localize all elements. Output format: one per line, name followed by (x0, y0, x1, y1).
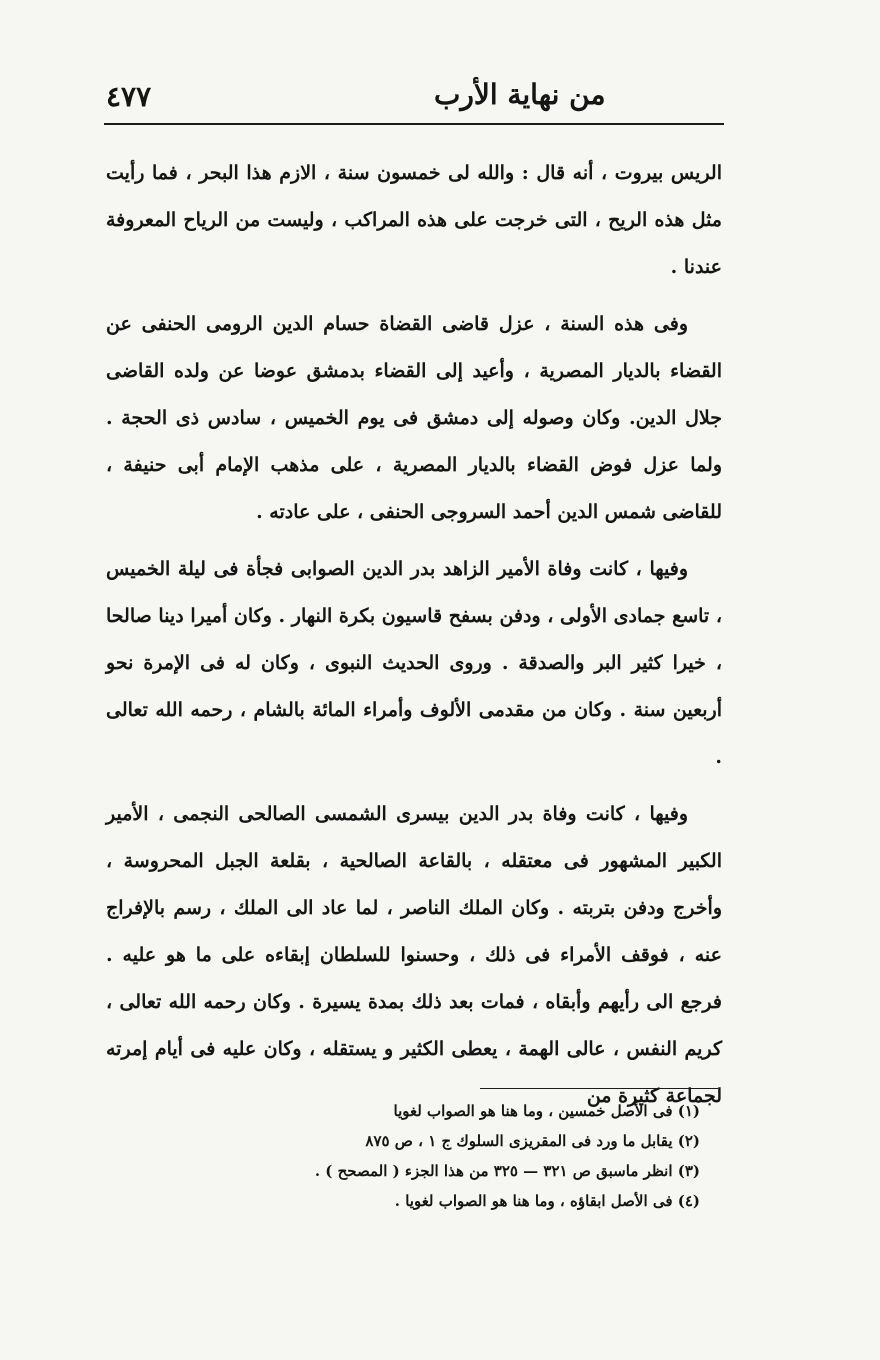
running-title: من نهاية الأرب (434, 78, 606, 111)
footnote-rule (480, 1088, 718, 1089)
paragraph: وفيها ، كانت وفاة الأمير الزاهد بدر الدين الصوابى فجأة فى ليلة الخميس ، تاسع جمادى الأولى ، ودفن بسفح قاسيون بكرة النهار . وكان أميرا دينا صالحا ، خيرا كثير البر والصدقة . وروى الحديث النبوى ، وكان له فى الإمرة نحو أربعين سنة . وكان من مقدمى الألوف وأمراء المائة بالشام ، رحمه الله تعالى . (106, 558, 722, 768)
page-number: ٤٧٧ (106, 80, 152, 113)
footnote: (٣) انظر ماسبق ص ٣٢١ — ٣٢٥ من هذا الجزء ( المصحح ) . (314, 1162, 700, 1180)
paragraph: وفيها ، كانت وفاة بدر الدين بيسرى الشمسى الصالحى النجمى ، الأمير الكبير المشهور فى معتقله ، بالقاعة الصالحية ، بقلعة الجبل المحروسة ، وأخرج ودفن بتربته . وكان الملك الناصر ، لما عاد الى الملك ، رسم بالإفراج عنه ، فوقف الأمراء فى ذلك ، وحسنوا للسلطان إبقاءه على ما هو عليه . فرجع الى رأيهم وأبقاه ، فمات بعد ذلك بمدة يسيرة . وكان رحمه الله تعالى ، كريم النفس ، عالى الهمة ، يعطى الكثير و يستقله ، وكان عليه فى أيام إمرته لجماعة كثيرة من (106, 803, 722, 1107)
footnotes (300, 1096, 700, 1216)
main-text (106, 150, 722, 1120)
header-rule (104, 123, 724, 125)
paragraph: الريس بيروت ، أنه قال : والله لى خمسون سنة ، الازم هذا البحر ، فما رأيت مثل هذه الريح ، التى خرجت على هذه المراكب ، وليست من الرياح المعروفة عندنا . (106, 162, 722, 278)
footnote: (٤) فى الأصل ابقاؤه ، وما هنا هو الصواب لغويا . (394, 1192, 700, 1210)
page-header (104, 78, 724, 122)
footnote: (٢) يقابل ما ورد فى المقريزى السلوك ج ١ ، ص ٨٧٥ (365, 1132, 700, 1150)
paragraph: وفى هذه السنة ، عزل قاضى القضاة حسام الدين الرومى الحنفى عن القضاء بالديار المصرية ، وأعيد إلى القضاء بدمشق عوضا عن ولده القاضى جلال الدين. وكان وصوله إلى دمشق فى يوم الخميس ، سادس ذى الحجة . ولما عزل فوض القضاء بالديار المصرية ، على مذهب الإمام أبى حنيفة ، للقاضى شمس الدين أحمد السروجى الحنفى ، على عادته . (106, 313, 722, 523)
footnote: (١) فى الأصل خمسين ، وما هنا هو الصواب لغويا (393, 1102, 700, 1120)
